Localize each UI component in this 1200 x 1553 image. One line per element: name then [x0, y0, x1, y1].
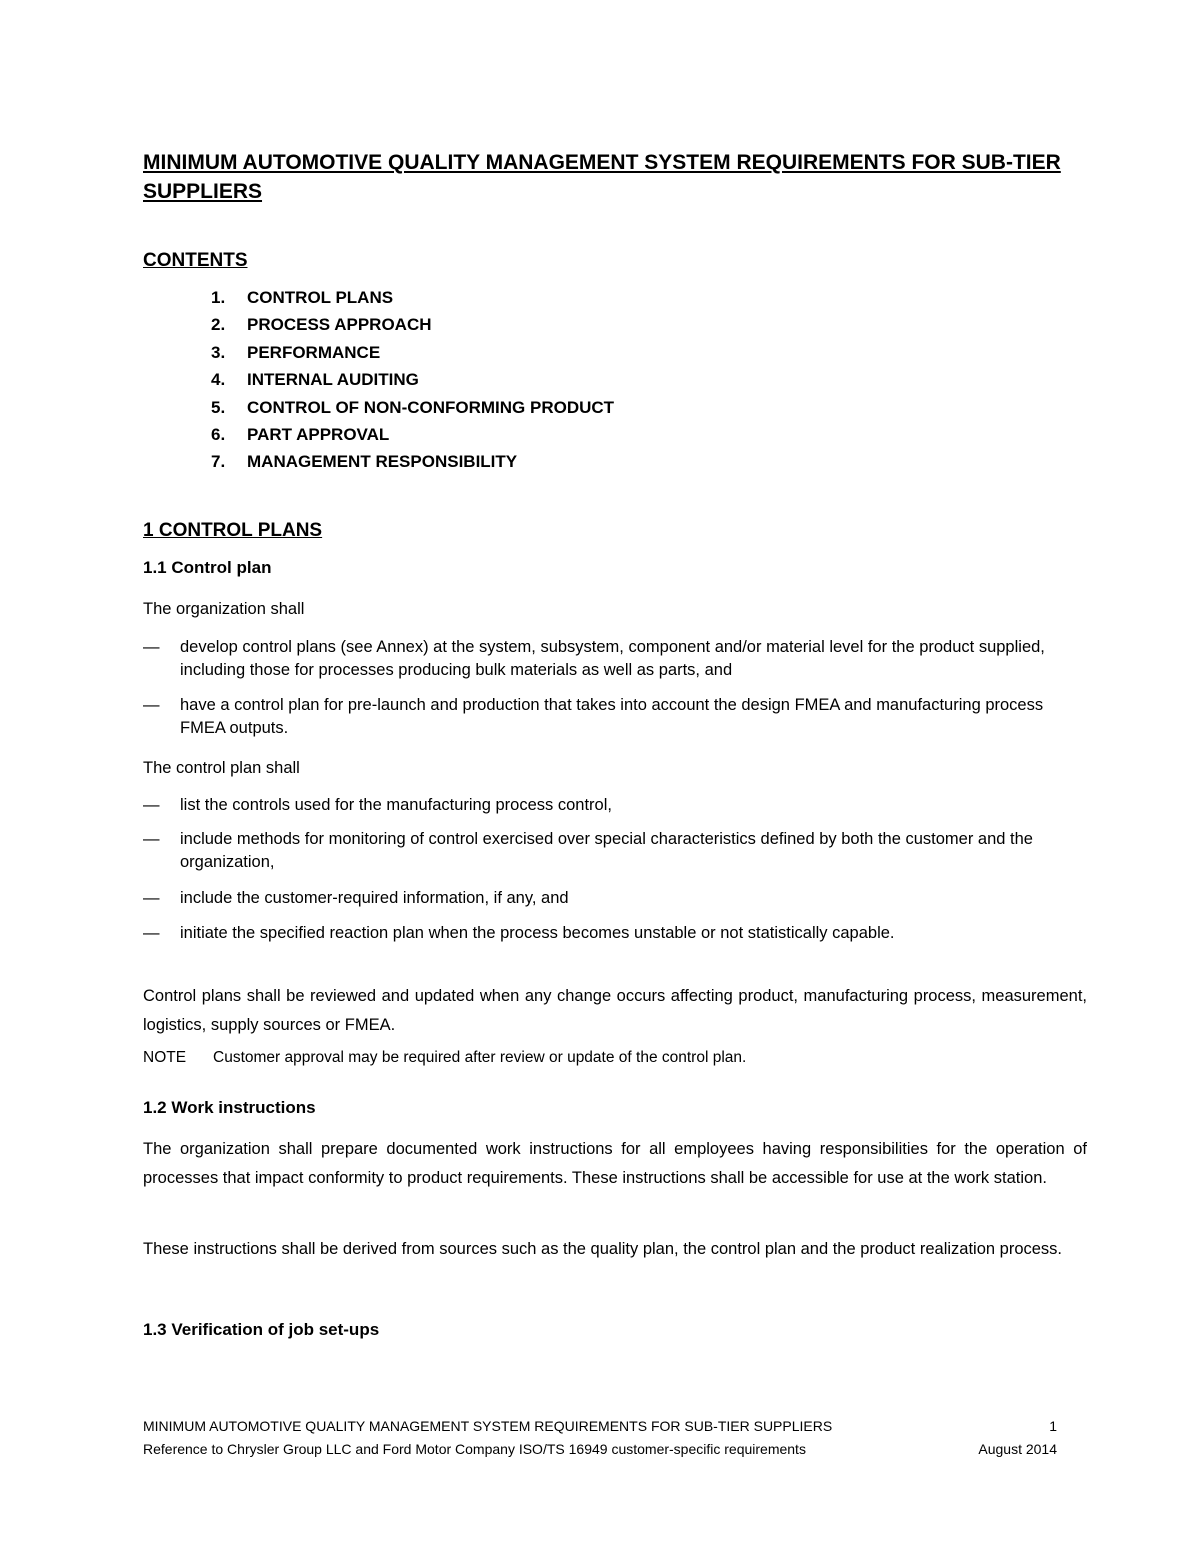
bullet-text: list the controls used for the manufacturing process control,	[180, 796, 612, 814]
note	[143, 1049, 746, 1067]
paragraph-plan-intro: The control plan shall	[143, 759, 300, 777]
footer-reference: Reference to Chrysler Group LLC and Ford Motor Company ISO/TS 16949 customer-specific requirements	[143, 1441, 806, 1457]
dash-marker: —	[143, 696, 160, 714]
toc-label: CONTROL OF NON-CONFORMING PRODUCT	[247, 397, 615, 417]
toc-item	[211, 339, 614, 366]
toc-number: 5.	[211, 397, 226, 417]
bullet-text: develop control plans (see Annex) at the system, subsystem, component and/or material level for the product supplied, including those for processes producing bulk materials as well as parts, and	[180, 638, 1045, 679]
toc-item	[211, 311, 614, 338]
paragraph-review: Control plans shall be reviewed and updated when any change occurs affecting product, manufacturing process, measurement, logistics, supply sources or FMEA.	[143, 987, 1087, 1034]
bullet-item	[143, 636, 1087, 682]
bullet-item	[143, 922, 1087, 945]
toc-label: PART APPROVAL	[247, 424, 390, 444]
toc-label: INTERNAL AUDITING	[247, 370, 419, 390]
toc-number: 4.	[211, 370, 226, 390]
bullet-item	[143, 828, 1087, 874]
toc-number: 7.	[211, 452, 226, 472]
toc-label: MANAGEMENT RESPONSIBILITY	[247, 452, 518, 472]
subsection-heading-control-plan: 1.1 Control plan	[143, 558, 272, 577]
dash-marker: —	[143, 889, 160, 907]
dash-marker: —	[143, 638, 160, 656]
toc-number: 2.	[211, 315, 226, 335]
footer-line-1	[143, 1418, 1087, 1434]
paragraph-org-intro: The organization shall	[143, 600, 305, 618]
dash-marker: —	[143, 796, 160, 814]
toc-label: PROCESS APPROACH	[247, 315, 432, 335]
contents-heading: CONTENTS	[143, 250, 248, 271]
footer-line-2	[143, 1441, 1087, 1457]
document-title: MINIMUM AUTOMOTIVE QUALITY MANAGEMENT SYSTEM REQUIREMENTS FOR SUB-TIER SUPPLIERS	[143, 151, 1061, 203]
document-page	[143, 0, 1087, 1553]
note-text: Customer approval may be required after review or update of the control plan.	[213, 1049, 747, 1066]
table-of-contents	[211, 284, 614, 476]
toc-label: CONTROL PLANS	[247, 288, 394, 307]
section-heading-control-plans: 1 CONTROL PLANS	[143, 520, 323, 541]
subsection-heading-work-instructions: 1.2 Work instructions	[143, 1098, 316, 1117]
toc-item	[211, 394, 614, 421]
note-label: NOTE	[143, 1049, 187, 1066]
toc-item	[211, 284, 614, 311]
toc-label: PERFORMANCE	[247, 342, 381, 362]
bullet-text: initiate the specified reaction plan when the process becomes unstable or not statistically capable.	[180, 924, 895, 942]
toc-number: 6.	[211, 424, 226, 444]
bullet-item	[143, 694, 1087, 740]
subsection-heading-verification: 1.3 Verification of job set-ups	[143, 1320, 380, 1339]
footer-date: August 2014	[978, 1441, 1057, 1457]
dash-marker: —	[143, 924, 160, 942]
paragraph-work-instructions-1: The organization shall prepare documented work instructions for all employees having responsibilities for the operation of processes that impact conformity to product requirements. These instructions shall be accessible for use at the work station.	[143, 1140, 1087, 1187]
toc-item	[211, 448, 614, 475]
bullet-text: include methods for monitoring of control exercised over special characteristics defined by both the customer and the organization,	[180, 830, 1033, 871]
toc-item	[211, 421, 614, 448]
paragraph-work-instructions-2: These instructions shall be derived from sources such as the quality plan, the control plan and the product realization process.	[143, 1240, 1063, 1258]
toc-number: 1.	[211, 288, 226, 307]
page-number: 1	[1049, 1418, 1057, 1434]
toc-item	[211, 366, 614, 393]
bullet-text: include the customer-required information, if any, and	[180, 889, 569, 907]
bullet-item	[143, 794, 1087, 817]
bullet-item	[143, 887, 1087, 910]
toc-number: 3.	[211, 342, 226, 362]
dash-marker: —	[143, 830, 160, 848]
bullet-text: have a control plan for pre-launch and production that takes into account the design FMEA and manufacturing process FMEA outputs.	[180, 696, 1044, 737]
footer-title: MINIMUM AUTOMOTIVE QUALITY MANAGEMENT SYSTEM REQUIREMENTS FOR SUB-TIER SUPPLIERS	[143, 1418, 833, 1434]
